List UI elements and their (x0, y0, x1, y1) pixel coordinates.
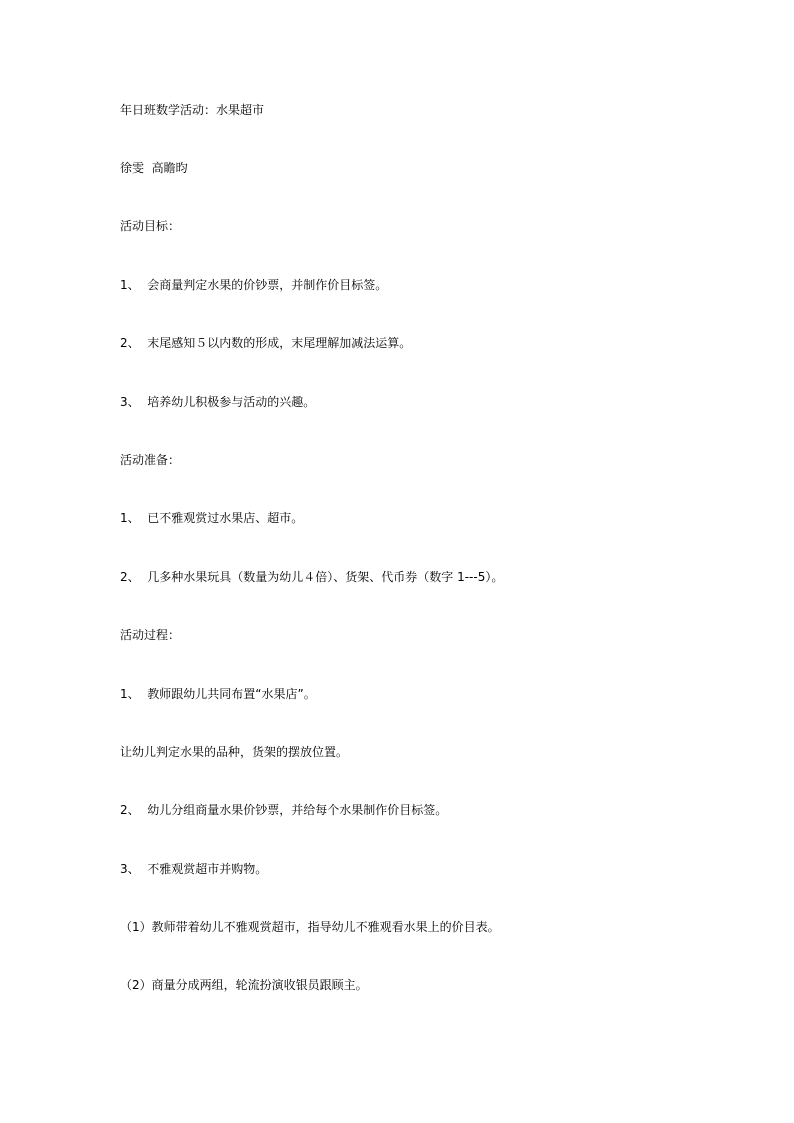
process-item-2: 2、 幼儿分组商量水果价钞票，并给每个水果制作价目标签。 (120, 803, 448, 817)
document-title: 年日班数学活动：水果超市 (120, 103, 265, 117)
process-subitem-2: （2）商量分成两组，轮流扮演收银员跟顾主。 (120, 978, 368, 992)
section-heading-process: 活动过程： (120, 628, 181, 642)
prep-item-2: 2、 几多种水果玩具（数量为幼儿４倍）、货架、代币券（数字 1---5）。 (120, 570, 504, 584)
process-subitem-1: （1）教师带着幼儿不雅观赏超市，指导幼儿不雅观看水果上的价目表。 (120, 920, 500, 934)
section-heading-goals: 活动目标： (120, 219, 181, 233)
prep-item-1: 1、 已不雅观赏过水果店、超市。 (120, 511, 304, 525)
document-authors: 徐雯 高瞻昀 (120, 161, 188, 175)
process-item-3: 3、 不雅观赏超市并购物。 (120, 862, 268, 876)
process-item-1-note: 让幼儿判定水果的品种，货架的摆放位置。 (120, 745, 349, 759)
process-item-1: 1、 教师跟幼儿共同布置“水果店”。 (120, 687, 316, 701)
goal-item-1: 1、 会商量判定水果的价钞票，并制作价目标签。 (120, 278, 388, 292)
goal-item-2: 2、 末尾感知５以内数的形成，末尾理解加减法运算。 (120, 336, 412, 350)
goal-item-3: 3、 培养幼儿积极参与活动的兴趣。 (120, 395, 316, 409)
section-heading-prep: 活动准备： (120, 453, 181, 467)
